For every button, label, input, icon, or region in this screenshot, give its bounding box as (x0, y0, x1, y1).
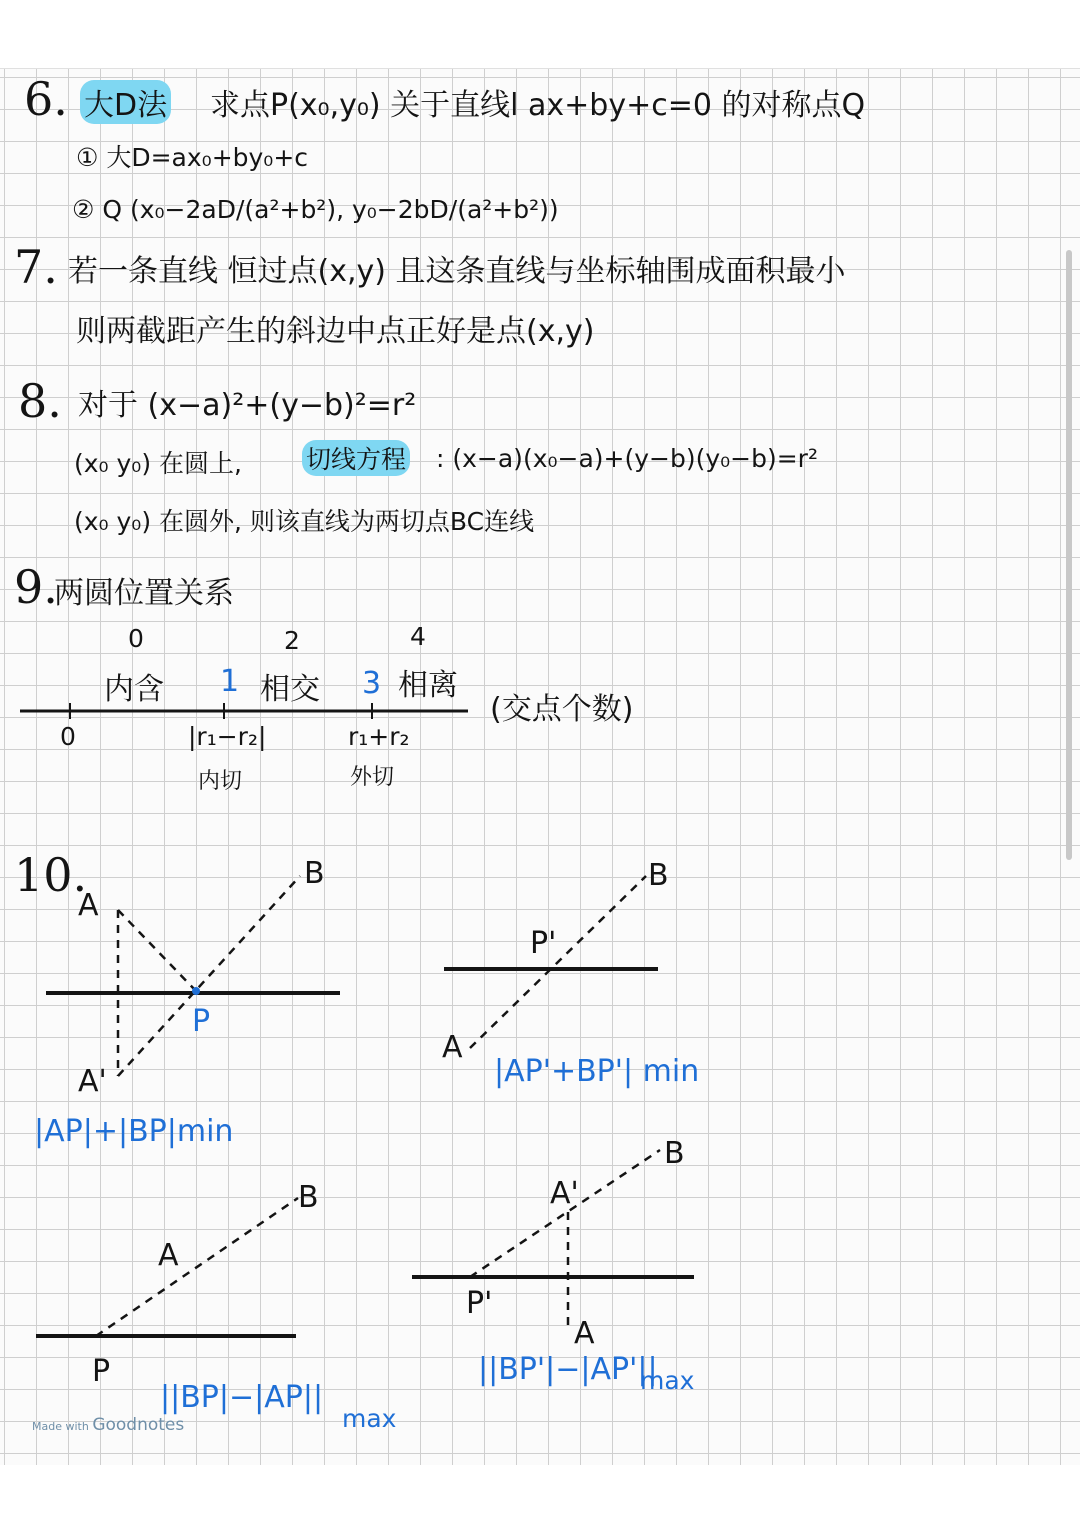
item6-number: 6. (24, 72, 68, 126)
item6-step2: ② Q (x₀−2aD/(a²+b²), y₀−2bD/(a²+b²)) (72, 195, 559, 224)
item9-note: (交点个数) (490, 692, 634, 727)
fig4-label-A-prime: A' (550, 1176, 579, 1211)
fig4-caption: ||BP'|−|AP'|| (478, 1352, 658, 1387)
item8-number: 8. (18, 374, 62, 428)
fig2-label-P-prime: P' (530, 926, 557, 961)
fig4-caption-sub: max (640, 1366, 695, 1395)
fig4-label-P-prime: P' (466, 1286, 493, 1321)
item9-count-4: 4 (410, 622, 426, 651)
fig3-label-P: P (92, 1354, 111, 1389)
item9-region-separate: 相离 (398, 668, 458, 703)
fig2-AB (470, 876, 646, 1048)
watermark-brand: Goodnotes (92, 1415, 185, 1435)
fig1-caption: |AP|+|BP|min (34, 1114, 234, 1149)
fig1-label-A-prime: A' (78, 1064, 107, 1099)
item9-tick2: r₁+r₂ (348, 722, 410, 751)
item9-axis-zero: 0 (60, 722, 76, 751)
item9-tick1-sub: 内切 (198, 769, 243, 794)
item8-line2: (x₀ y₀) 在圆外, 则该直线为两切点BC连线 (74, 507, 535, 536)
item6-step1: ① 大D=ax₀+by₀+c (76, 143, 309, 172)
item8-title: 对于 (x−a)²+(y−b)²=r² (78, 388, 417, 423)
fig4-P2B (470, 1150, 660, 1277)
fig3-PB (96, 1198, 298, 1336)
item7-line1: 若一条直线 恒过点(x,y) 且这条直线与坐标轴围成面积最小 (68, 254, 846, 289)
item9-region-intersect: 相交 (260, 672, 320, 707)
item9-tangent-1: 1 (220, 664, 240, 699)
item9-count-2: 2 (284, 626, 300, 655)
item9-region-inner: 内含 (104, 672, 164, 707)
item9-title: 两圆位置关系 (54, 576, 234, 611)
item9-tangent-3: 3 (362, 666, 382, 701)
fig3-caption-sub: max (342, 1404, 397, 1433)
fig2-label-B: B (648, 858, 669, 893)
item7-line2: 则两截距产生的斜边中点正好是点(x,y) (76, 314, 595, 349)
item9-tick2-sub: 外切 (350, 765, 395, 790)
item6-highlight: 大D法 (80, 80, 171, 124)
fig3-label-A: A (158, 1238, 179, 1273)
fig3-label-B: B (298, 1180, 319, 1215)
item8-line1-pre: (x₀ y₀) 在圆上, (74, 449, 242, 478)
goodnotes-watermark (32, 1415, 184, 1435)
fig3-caption: ||BP|−|AP|| (160, 1380, 324, 1415)
fig1-label-B: B (304, 856, 325, 891)
fig4-label-A: A (574, 1316, 595, 1351)
item10-number: 10. (14, 848, 88, 902)
fig1-AP (118, 910, 196, 991)
fig4-label-B: B (664, 1136, 685, 1171)
item7-number: 7. (14, 240, 58, 294)
item8-line1-post: : (x−a)(x₀−a)+(y−b)(y₀−b)=r² (436, 444, 818, 473)
item9-number: 9. (14, 560, 58, 614)
watermark-prefix: Made with (32, 1420, 89, 1433)
item6-title: 求点P(x₀,y₀) 关于直线l ax+by+c=0 的对称点Q (210, 88, 866, 123)
fig1-label-P: P (192, 1004, 211, 1039)
item9-count-0: 0 (128, 624, 144, 653)
fig2-caption: |AP'+BP'| min (494, 1054, 700, 1089)
fig1-point-P (192, 987, 200, 995)
fig1-A2B (118, 876, 300, 1076)
item9-tick1: |r₁−r₂| (188, 722, 267, 751)
fig1-label-A: A (78, 888, 99, 923)
fig2-label-A: A (442, 1030, 463, 1065)
item8-line1-highlight: 切线方程 (302, 440, 410, 476)
